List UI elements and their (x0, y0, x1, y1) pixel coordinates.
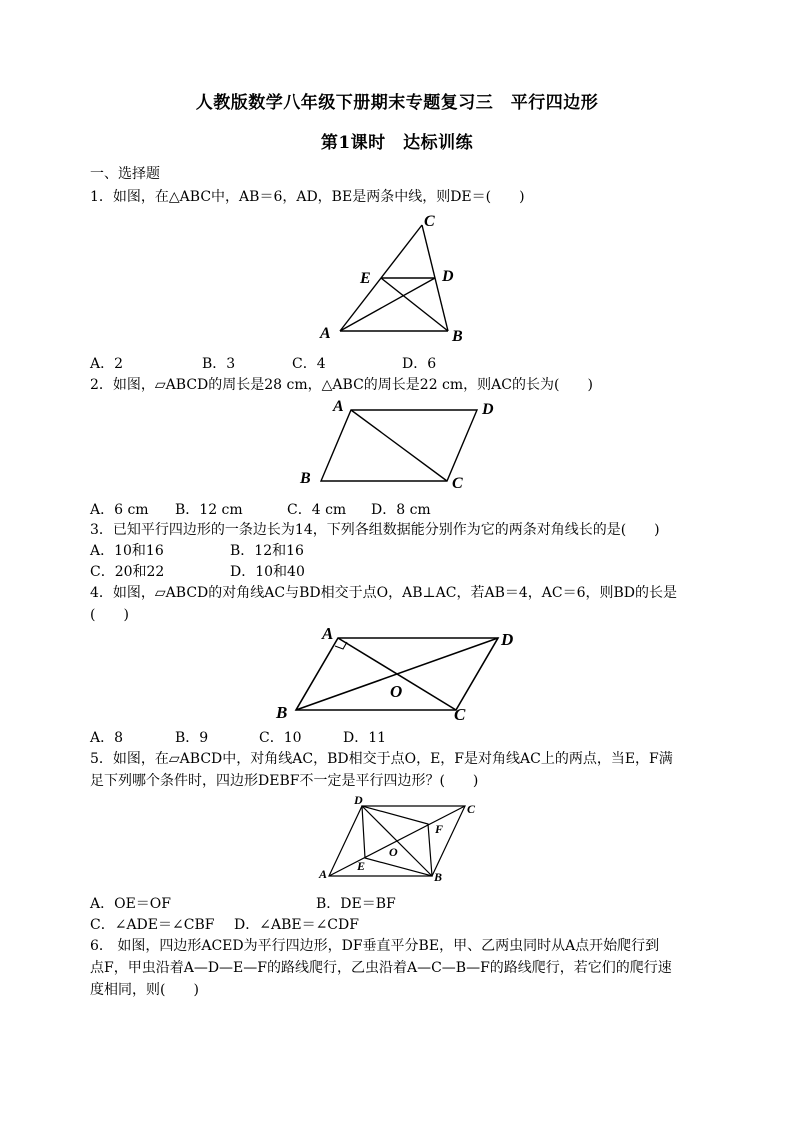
q1-option-a: A．2 (90, 356, 124, 372)
section-heading: 一、选择题 (90, 166, 160, 182)
q4-stem-line1: 4．如图，▱ABCD的对角线AC与BD相交于点O，AB⊥AC，若AB＝4，AC＝6，则BD的长是 (90, 585, 678, 601)
q2-label-b: B (300, 470, 311, 487)
q1-label-c: C (424, 213, 435, 230)
q5-label-f: F (435, 822, 444, 836)
q5-option-b: B．DE＝BF (316, 896, 396, 912)
q6-stem-line2: 点F，甲虫沿着A—D—E—F的路线爬行，乙虫沿着A—C—B—F的路线爬行，若它们的爬行速 (90, 960, 672, 976)
q1-stem: 1．如图，在△ABC中，AB＝6，AD，BE是两条中线，则DE＝( ) (90, 189, 525, 205)
q6-stem-line3: 度相同，则( ) (90, 982, 199, 998)
q4-stem-line2: ( ) (90, 607, 129, 623)
q3-option-d: D．10和40 (230, 564, 305, 580)
q5-option-d: D．∠ABE＝∠CDF (234, 917, 359, 933)
q4-option-a: A．8 (90, 730, 124, 746)
q5-label-a: A (319, 867, 328, 881)
q2-option-c: C．4 cm (287, 502, 347, 518)
q4-label-d: D (501, 630, 514, 649)
q1-median-ad (340, 278, 435, 331)
q4-option-d: D．11 (343, 730, 387, 746)
q1-option-c: C．4 (292, 356, 326, 372)
q5-label-b: B (434, 870, 443, 884)
q1-label-d: D (442, 268, 454, 285)
q6-stem-line1: 6． 如图，四边形ACED为平行四边形，DF垂直平分BE，甲、乙两虫同时从A点开始爬行到 (90, 938, 660, 954)
q5-stem-line1: 5．如图，在▱ABCD中，对角线AC，BD相交于点O，E，F是对角线AC上的两点，当E，F满 (90, 751, 673, 767)
q5-label-d: D (354, 793, 363, 807)
q2-label-a: A (333, 398, 344, 415)
q1-label-e: E (360, 270, 371, 287)
page-title: 人教版数学八年级下册期末专题复习三 平行四边形 (195, 93, 599, 113)
q1-label-b: B (452, 328, 463, 345)
q5-option-a: A．OE＝OF (90, 896, 171, 912)
q5-label-e: E (357, 859, 366, 873)
q4-label-c: C (454, 705, 466, 724)
q2-option-a: A．6 cm (90, 502, 149, 518)
q2-label-d: D (482, 401, 494, 418)
q5-diagonal-bd (362, 806, 432, 876)
q2-diagonal-ac (351, 410, 447, 481)
q5-parallelogram-figure (310, 792, 485, 887)
q4-label-o: O (390, 682, 403, 701)
q4-option-b: B．9 (175, 730, 209, 746)
q3-option-a: A．10和16 (90, 543, 164, 559)
q1-label-a: A (320, 325, 331, 342)
q2-label-c: C (452, 475, 463, 492)
q5-label-c: C (467, 802, 476, 816)
q3-option-c: C．20和22 (90, 564, 165, 580)
q2-option-d: D．8 cm (371, 502, 431, 518)
q1-option-b: B．3 (202, 356, 236, 372)
q3-option-b: B．12和16 (230, 543, 304, 559)
q1-option-d: D．6 (402, 356, 437, 372)
q2-parallelogram-figure (295, 395, 505, 495)
q5-stem-line2: 足下列哪个条件时，四边形DEBF不一定是平行四边形？( ) (90, 773, 479, 789)
q1-median-be (381, 278, 448, 331)
q3-stem: 3．已知平行四边形的一条边长为14，下列各组数据能分别作为它的两条对角线长的是( ) (90, 522, 660, 538)
q4-label-b: B (276, 703, 288, 722)
page-subtitle: 第1课时 达标训练 (320, 133, 474, 153)
q1-triangle-figure (318, 210, 478, 345)
q4-parallelogram-figure (270, 620, 530, 725)
q5-option-c: C．∠ADE＝∠CBF (90, 917, 215, 933)
q2-option-b: B．12 cm (175, 502, 243, 518)
q4-option-c: C．10 (259, 730, 302, 746)
q2-stem: 2．如图，▱ABCD的周长是28 cm，△ABC的周长是22 cm，则AC的长为( ) (90, 377, 593, 393)
q4-label-a: A (322, 624, 334, 643)
q5-label-o: O (389, 845, 398, 859)
